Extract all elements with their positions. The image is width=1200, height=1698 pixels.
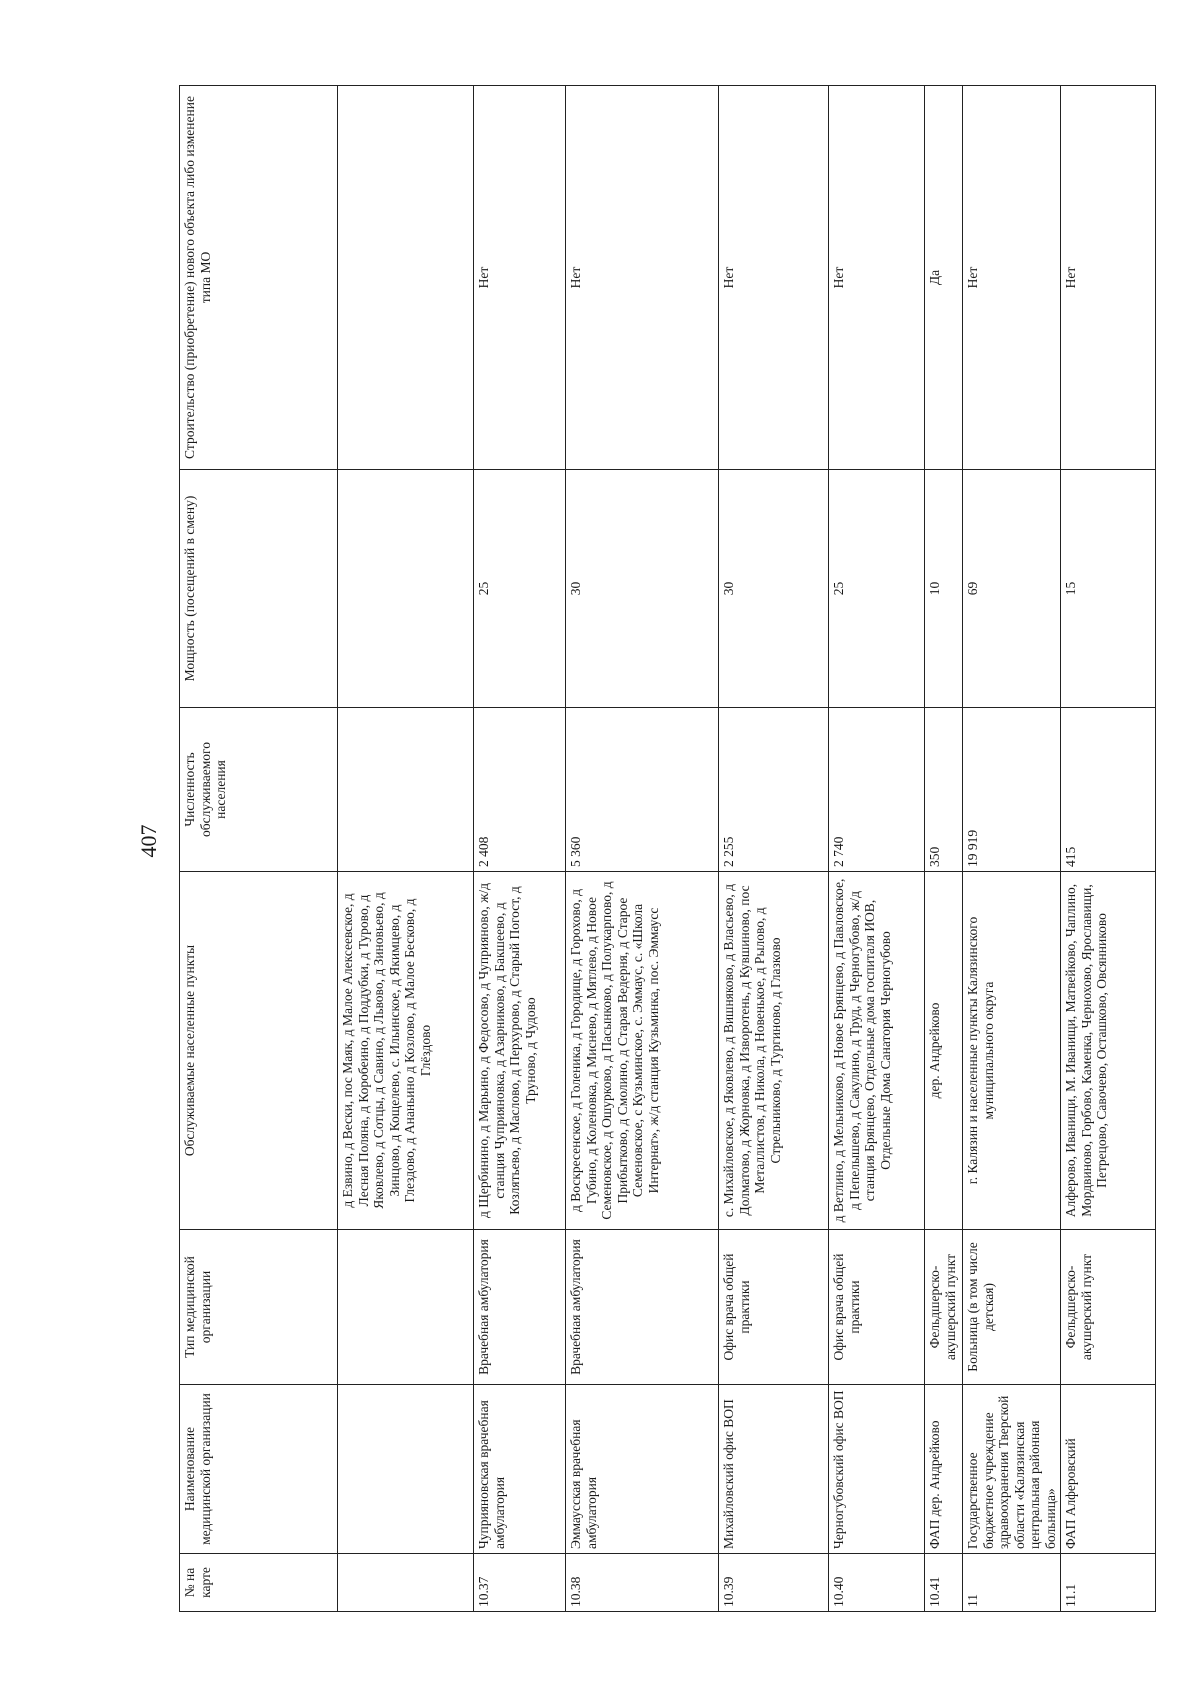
cell-construction xyxy=(338,86,474,470)
cell-organization-type: Офис врача общей практики xyxy=(829,1230,925,1385)
cell-settlements: д Езвино, д Вески, пос Маяк, д Малое Алексеевское, д Лесная Поляна, д Коробеино, д Поддубки, д Турово, д Яковлево, д Сотцы, д Савино, д Львово, д Зиновьево, д Зинцово, д Кощелево, с. Ильинское, д Якимцево, д Глездово, д Ананьино д Козлово, д Малое Бесково, д Глёздово xyxy=(338,872,474,1230)
cell-construction: Нет xyxy=(474,86,566,470)
cell-organization-name: Чуприяновская врачебная амбулатория xyxy=(474,1385,566,1554)
medical-organizations-table xyxy=(179,85,1156,1612)
cell-settlements: д Воскресенское, д Голеника, д Городище, д Горохово, д Губино, д Коленовка, д Миснево, д Мятлево, д Новое Семеновское, д Ошурково, д Пасынково, д Полукарпово, д Прибытково, д Смолино, д Старая Ведерня, д Старое Семеновское, с Кузьминское, с. Эммаус, с. «Школа Интернат», ж/д станция Кузьминка, пос. Эммаусс xyxy=(566,872,719,1230)
cell-map-number: 10.37 xyxy=(474,1554,566,1612)
cell-map-number: 11 xyxy=(963,1554,1061,1612)
cell-organization-type: Офис врача общей практики xyxy=(719,1230,829,1385)
cell-organization-type: Фельдшерско-акушерский пункт xyxy=(925,1230,963,1385)
cell-construction: Нет xyxy=(719,86,829,470)
cell-settlements: г. Калязин и населенные пункты Калязинского муниципального округа xyxy=(963,872,1061,1230)
cell-construction: Нет xyxy=(566,86,719,470)
cell-capacity: 15 xyxy=(1061,470,1156,708)
cell-map-number: 10.38 xyxy=(566,1554,719,1612)
cell-settlements: д Ветлино, д Мельниково, д Новое Брянцево, д Павловское, д Пепелышево, д Сакулино, д Труд, д Черногубово, ж/д станция Брянцево, Отдельные дома госпиталя ИОВ, Отдельные Дома Санатория Черногубово xyxy=(829,872,925,1230)
header-capacity: Мощность (посещений в смену) xyxy=(180,470,338,708)
table-row xyxy=(338,86,474,1612)
cell-capacity: 25 xyxy=(474,470,566,708)
cell-construction: Да xyxy=(925,86,963,470)
cell-map-number: 10.40 xyxy=(829,1554,925,1612)
table-row xyxy=(963,86,1061,1612)
header-population: Численность обслуживаемого населения xyxy=(180,708,338,872)
page-number: 407 xyxy=(136,824,161,858)
table-header-row xyxy=(180,86,338,1612)
cell-construction: Нет xyxy=(963,86,1061,470)
table-row xyxy=(474,86,566,1612)
cell-capacity: 10 xyxy=(925,470,963,708)
cell-map-number: 10.41 xyxy=(925,1554,963,1612)
cell-map-number: 10.39 xyxy=(719,1554,829,1612)
header-map-number: № на карте xyxy=(180,1554,338,1612)
cell-construction: Нет xyxy=(829,86,925,470)
cell-capacity: 25 xyxy=(829,470,925,708)
cell-settlements: с. Михайловское, д Яковлево, д Вишняково, д Власьево, д Долматово, д Жорновка, д Изворотень, д Кувшиново, пос Металлистов, д Никола, д Новенькое, д Рылово, д Стрельниково, д Тургиново, д Глазково xyxy=(719,872,829,1230)
cell-organization-name xyxy=(338,1385,474,1554)
cell-organization-name: ФАП Алферовский xyxy=(1061,1385,1156,1554)
cell-settlements: д Щербинино, д Марьино, д Федосово, д Чуприяново, ж/д станция Чуприяновка, д Азарниково, д Бакшеево, д Козлятьево, д Маслово, д Перхурово, д Старый Погост, д Труново, д Чудово xyxy=(474,872,566,1230)
cell-organization-type: Фельдшерско-акушерский пункт xyxy=(1061,1230,1156,1385)
header-settlements: Обслуживаемые населенные пункты xyxy=(180,872,338,1230)
cell-capacity: 69 xyxy=(963,470,1061,708)
cell-organization-name: Черногубовский офис ВОП xyxy=(829,1385,925,1554)
cell-settlements: Алферово, Иванищи, М. Иванищи, Матвейково, Чаплино, Мордвиново, Горбово, Каменка, Чернохово, Ярославищи, Петрецово, Савочево, Осташково, Овсянниково xyxy=(1061,872,1156,1230)
cell-population: 19 919 xyxy=(963,708,1061,872)
cell-capacity: 30 xyxy=(719,470,829,708)
cell-capacity: 30 xyxy=(566,470,719,708)
cell-map-number: 11.1 xyxy=(1061,1554,1156,1612)
cell-organization-name: ФАП дер. Андрейково xyxy=(925,1385,963,1554)
cell-organization-name: Эммаусская врачебная амбулатория xyxy=(566,1385,719,1554)
header-organization-type: Тип медицинской организации xyxy=(180,1230,338,1385)
cell-population xyxy=(338,708,474,872)
cell-map-number xyxy=(338,1554,474,1612)
table-row xyxy=(1061,86,1156,1612)
cell-organization-type: Врачебная амбулатория xyxy=(474,1230,566,1385)
cell-organization-type: Врачебная амбулатория xyxy=(566,1230,719,1385)
header-construction: Строительство (приобретение) нового объекта либо изменение типа МО xyxy=(180,86,338,470)
cell-organization-type xyxy=(338,1230,474,1385)
table-row xyxy=(829,86,925,1612)
cell-organization-type: Больница (в том числе детская) xyxy=(963,1230,1061,1385)
cell-population: 2 408 xyxy=(474,708,566,872)
cell-population: 415 xyxy=(1061,708,1156,872)
table-row xyxy=(925,86,963,1612)
cell-organization-name: Михайловский офис ВОП xyxy=(719,1385,829,1554)
table-row xyxy=(719,86,829,1612)
cell-population: 5 360 xyxy=(566,708,719,872)
cell-construction: Нет xyxy=(1061,86,1156,470)
cell-population: 2 740 xyxy=(829,708,925,872)
cell-settlements: дер. Андрейково xyxy=(925,872,963,1230)
cell-capacity xyxy=(338,470,474,708)
medical-organizations-table-wrapper xyxy=(179,86,1110,1612)
cell-organization-name: Государственное бюджетное учреждение здравоохранения Тверской области «Калязинская центральная районная больница» xyxy=(963,1385,1061,1554)
cell-population: 2 255 xyxy=(719,708,829,872)
cell-population: 350 xyxy=(925,708,963,872)
table-row xyxy=(566,86,719,1612)
header-organization-name: Наименование медицинской организации xyxy=(180,1385,338,1554)
